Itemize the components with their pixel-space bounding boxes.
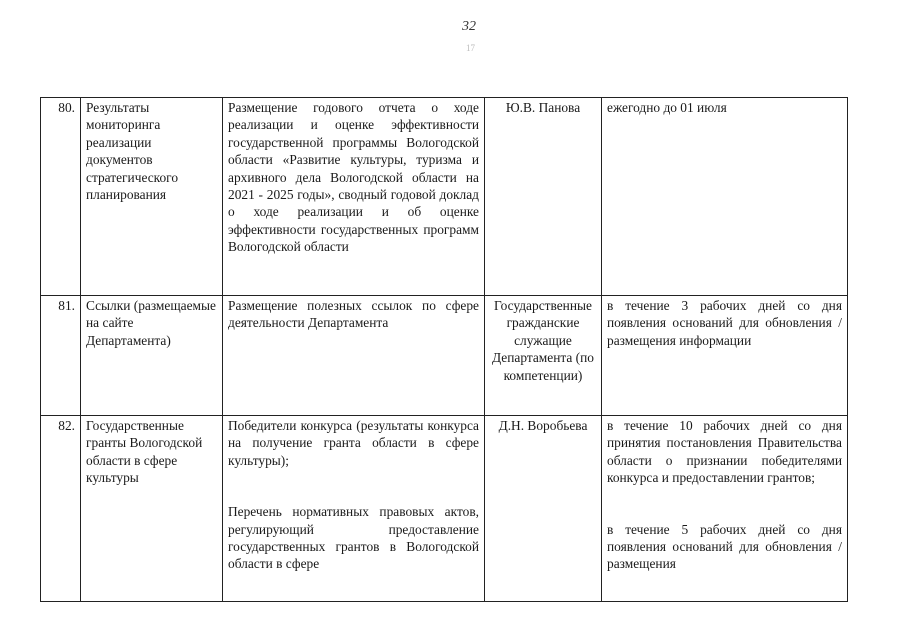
responsible-person: Д.Н. Воробьева	[485, 416, 602, 602]
description-paragraph: Перечень нормативных правовых актов, регулирующий предоставление государственных грантов в Вологодской области в сфере	[228, 504, 479, 572]
table-row	[41, 98, 848, 296]
section-description: Размещение годового отчета о ходе реализации и оценке эффективности государственной программы Вологодской области «Развитие культуры, туризма и архивного дела Вологодской области на 2021 - 2025 годы», сводный годовой доклад о ходе реализации и об оценке эффективности государственных программ Вологодской области	[223, 98, 485, 296]
update-term: в течение 3 рабочих дней со дня появления оснований для обновления /размещения информации	[602, 296, 848, 416]
row-number: 82.	[41, 416, 81, 602]
update-term	[602, 416, 848, 602]
paragraph-spacer	[228, 469, 479, 503]
row-number: 81.	[41, 296, 81, 416]
section-name: Результаты мониторинга реализации документов стратегического планирования	[81, 98, 223, 296]
document-table	[40, 97, 848, 602]
paragraph-spacer	[607, 487, 842, 521]
table-row	[41, 296, 848, 416]
page-number: 32	[462, 19, 476, 34]
section-description	[223, 416, 485, 602]
term-paragraph: в течение 5 рабочих дней со дня появления оснований для обновления /размещения	[607, 521, 842, 572]
description-paragraph: Победители конкурса (результаты конкурса на получение гранта области в сфере культуры);	[228, 418, 479, 468]
faint-page-mark: 17	[466, 43, 475, 53]
row-number: 80.	[41, 98, 81, 296]
update-term: ежегодно до 01 июля	[602, 98, 848, 296]
section-name: Государственные гранты Вологодской области в сфере культуры	[81, 416, 223, 602]
responsible-person: Ю.В. Панова	[485, 98, 602, 296]
term-paragraph: в течение 10 рабочих дней со дня принятия постановления Правительства области о признании победителями конкурса и предоставлении грантов;	[607, 418, 842, 486]
responsible-person: Государственные гражданские служащие Департамента (по компетенции)	[485, 296, 602, 416]
section-description: Размещение полезных ссылок по сфере деятельности Департамента	[223, 296, 485, 416]
section-name: Ссылки (размещаемые на сайте Департамента)	[81, 296, 223, 416]
table-row	[41, 416, 848, 602]
